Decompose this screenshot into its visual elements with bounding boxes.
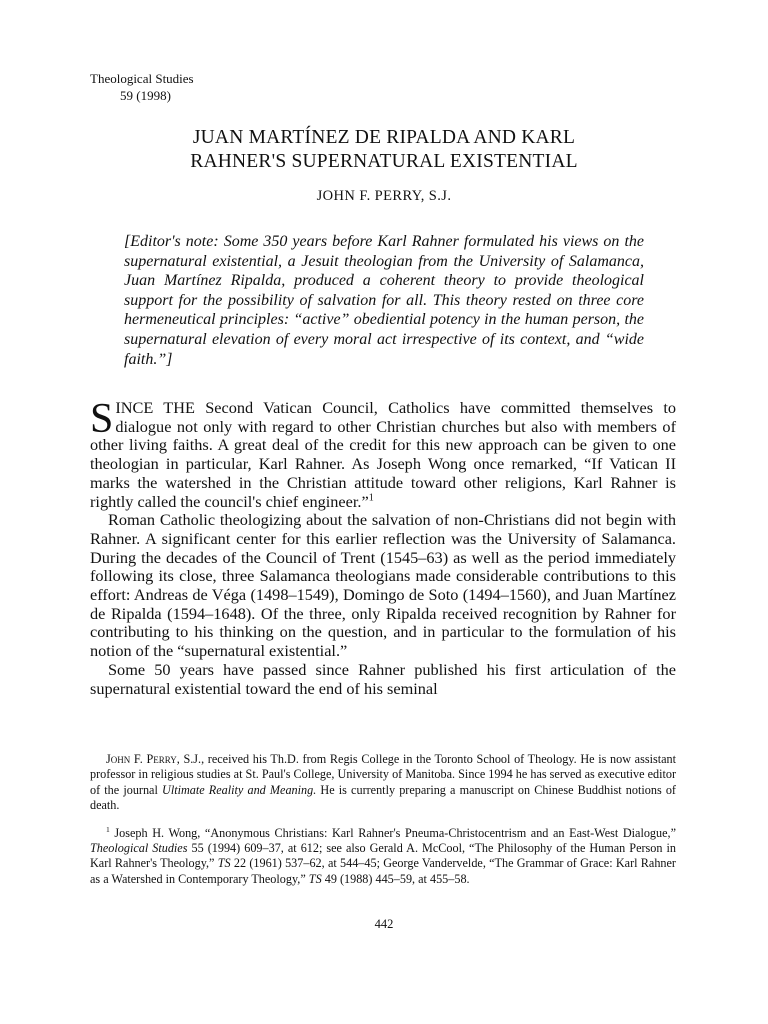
article-body <box>90 396 676 698</box>
footnote-1 <box>90 826 676 888</box>
footnote-italic-b: TS <box>217 856 231 871</box>
drop-cap: S <box>90 396 114 442</box>
body-paragraph-1 <box>90 396 676 511</box>
footnote-text-d: 49 (1988) 445–59, at 455–58. <box>321 871 470 886</box>
editors-note: [Editor's note: Some 350 years before Karl Rahner formulated his views on the supernatural existential, a Jesuit theologian from the University of Salamanca, Juan Martínez Ripalda, produced a coherent theory to provide theological support for the possibility of salvation for all. This theory rested on three core hermeneutical principles: “active” obediential potency in the human person, the supernatural elevation of every moral act irrespective of its context, and “wide faith.”] <box>124 233 644 368</box>
journal-name: Theological Studies <box>90 71 194 86</box>
footnote-number: 1 <box>106 824 110 834</box>
author-note-text: received his Th.D. from Regis College in the Toronto School of Theology. He is now assistant professor in religious studies at St. Paul's College, University of Manitoba. Since 1994 he has served as executive editor of the journal <box>90 752 676 797</box>
footnote-text-c: 22 (1961) 537–62, at 544–45; George Vandervelde, “The Grammar of Grace: Karl Rahner as a Watershed in Contemporary Theology,” <box>90 856 676 886</box>
body-paragraph-2: Roman Catholic theologizing about the salvation of non-Christians did not begin with Rahner. A significant center for this earlier reflection was the University of Salamanca. During the decades of the Council of Trent (1545–63) as well as the period immediately following its close, three Salamanca theologians made considerable contributions to this effort: Andreas de Véga (1498–1549), Domingo de Soto (1494–1560), and Juan Martínez de Ripalda (1594–1648). Of the three, only Ripalda received recognition by Rahner for contributing to his thinking on the question, and in particular to the formulation of his notion of the “supernatural existential.” <box>90 510 676 661</box>
author-note <box>90 752 676 814</box>
author-note-name: John F. Perry, S.J., <box>106 752 205 766</box>
article-author: JOHN F. PERRY, S.J. <box>316 188 452 204</box>
title-line-1: JUAN MARTÍNEZ DE RIPALDA AND KARL <box>192 127 576 148</box>
footnote-ref-1: 1 <box>368 492 374 504</box>
page-notes <box>90 752 676 887</box>
opening-smallcaps: INCE THE <box>115 398 195 417</box>
page-number: 442 <box>374 917 394 931</box>
paragraph-1-text: Second Vatican Council, Catholics have committed themselves to dialogue not only with regard to other Christian churches but also with members of other living faiths. A great deal of the credit for this new approach can be given to one theologian in particular, Karl Rahner. As Joseph Wong once remarked, “If Vatican II marks the watershed in the Christian attitude toward other religions, Karl Rahner is rightly called the council's chief engineer.” <box>90 398 676 511</box>
footnote-italic-c: TS <box>308 871 322 886</box>
article-title <box>100 126 668 174</box>
journal-volume: 59 (1998) <box>120 88 171 103</box>
footnote-text-a: Joseph H. Wong, “Anonymous Christians: Karl Rahner's Pneuma-Christocentrism and an East-West Dialogue,” <box>109 825 676 840</box>
journal-title-italic: Ultimate Reality and Meaning. <box>162 782 317 797</box>
running-header <box>90 70 194 104</box>
body-paragraph-3: Some 50 years have passed since Rahner published his first articulation of the supernatural existential toward the end of his seminal <box>90 659 676 698</box>
footnote-italic-a: Theological Studies <box>90 841 188 856</box>
title-line-2: RAHNER'S SUPERNATURAL EXISTENTIAL <box>190 151 578 172</box>
author-note-text-end: He is currently preparing a manuscript on Chinese Buddhist notions of death. <box>90 782 676 813</box>
footnote-text-b: 55 (1994) 609–37, at 612; see also Gerald A. McCool, “The Philosophy of the Human Person in Karl Rahner's Theology,” <box>90 841 676 871</box>
